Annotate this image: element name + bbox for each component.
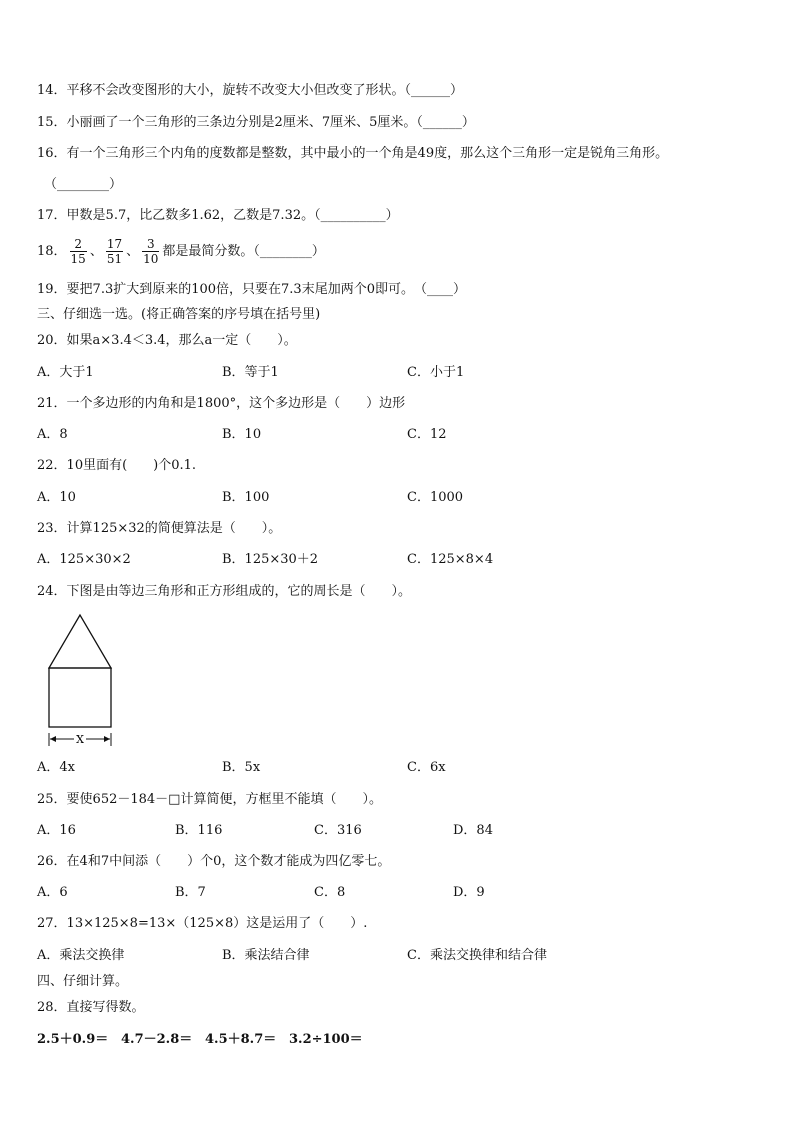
fraction-3-10: $\frac{3}{10}$ — [143, 237, 159, 266]
q24-option-b: B．5x — [222, 760, 261, 775]
question-18-prefix: 18． — [37, 244, 67, 259]
q21-option-a: A．8 — [37, 427, 68, 442]
q20-option-a: A．大于1 — [37, 365, 94, 380]
question-16-blank: （________） — [44, 177, 123, 192]
q25-option-d: D．84 — [453, 823, 493, 838]
arrow-left-icon — [50, 736, 56, 742]
question-22: 22．10里面有( )个0.1. — [37, 458, 197, 473]
q27-option-a: A．乘法交换律 — [37, 948, 125, 963]
q20-option-b: B．等于1 — [222, 365, 279, 380]
square — [49, 668, 111, 727]
house-figure — [40, 610, 120, 750]
question-14: 14．平移不会改变图形的大小，旋转不改变大小但改变了形状。（______） — [37, 83, 464, 98]
section-4-heading: 四、仔细计算。 — [37, 974, 129, 989]
q26-option-b: B．7 — [175, 885, 206, 900]
q26-option-a: A．6 — [37, 885, 68, 900]
question-21: 21．一个多边形的内角和是1800°，这个多边形是（ ）边形 — [37, 396, 406, 411]
q21-option-c: C．12 — [407, 427, 447, 442]
question-18-suffix: 都是最简分数。（________） — [162, 244, 325, 259]
question-27: 27．13×125×8=13×（125×8）这是运用了（ ）. — [37, 916, 368, 931]
q24-option-a: A．4x — [37, 760, 75, 775]
equilateral-triangle — [49, 615, 111, 668]
q22-option-b: B．100 — [222, 490, 270, 505]
q23-option-b: B．125×30＋2 — [222, 552, 319, 567]
calc-item-4: 3.2÷100＝ — [289, 1032, 363, 1047]
q24-option-c: C．6x — [407, 760, 446, 775]
q26-option-c: C．8 — [314, 885, 346, 900]
question-16: 16．有一个三角形三个内角的度数都是整数，其中最小的一个角是49度，那么这个三角形一定是锐角三角形。 — [37, 146, 669, 161]
q21-option-b: B．10 — [222, 427, 262, 442]
calc-item-2: 4.7－2.8＝ — [121, 1032, 193, 1047]
question-18: 18． $\frac{2}{15}$ 、 $\frac{17}{51}$ 、 $\frac{3}{10}$ 都是最简分数。（________） — [37, 237, 325, 266]
q25-option-c: C．316 — [314, 823, 362, 838]
fraction-2-15: $\frac{2}{15}$ — [70, 237, 86, 266]
question-20: 20．如果a×3.4＜3.4，那么a一定（ ）。 — [37, 333, 297, 348]
question-28: 28．直接写得数。 — [37, 1000, 145, 1015]
question-23: 23．计算125×32的简便算法是（ ）。 — [37, 521, 282, 536]
q22-option-c: C．1000 — [407, 490, 464, 505]
question-24: 24．下图是由等边三角形和正方形组成的，它的周长是（ ）。 — [37, 584, 412, 599]
q25-option-a: A．16 — [37, 823, 76, 838]
question-26: 26．在4和7中间添（ ）个0，这个数才能成为四亿零七。 — [37, 854, 391, 869]
question-17: 17．甲数是5.7，比乙数多1.62，乙数是7.32。（__________） — [37, 208, 399, 223]
dimension-label: X — [76, 733, 84, 746]
q23-option-a: A．125×30×2 — [37, 552, 131, 567]
q20-option-c: C．小于1 — [407, 365, 465, 380]
fraction-17-51: $\frac{17}{51}$ — [106, 237, 123, 266]
calc-item-3: 4.5＋8.7＝ — [205, 1032, 277, 1047]
section-3-heading: 三、仔细选一选。(将正确答案的序号填在括号里) — [37, 307, 321, 322]
arrow-right-icon — [104, 736, 110, 742]
q22-option-a: A．10 — [37, 490, 76, 505]
calc-item-1: 2.5＋0.9＝ — [37, 1032, 109, 1047]
question-15: 15．小丽画了一个三角形的三条边分别是2厘米、7厘米、5厘米。（______） — [37, 115, 475, 130]
q27-option-b: B．乘法结合律 — [222, 948, 310, 963]
q23-option-c: C．125×8×4 — [407, 552, 494, 567]
question-25: 25．要使652－184－□计算简便，方框里不能填（ ）。 — [37, 792, 382, 807]
q27-option-c: C．乘法交换律和结合律 — [407, 948, 547, 963]
q25-option-b: B．116 — [175, 823, 223, 838]
question-19: 19．要把7.3扩大到原来的100倍，只要在7.3末尾加两个0即可。 （____） — [37, 282, 466, 297]
q26-option-d: D．9 — [453, 885, 485, 900]
